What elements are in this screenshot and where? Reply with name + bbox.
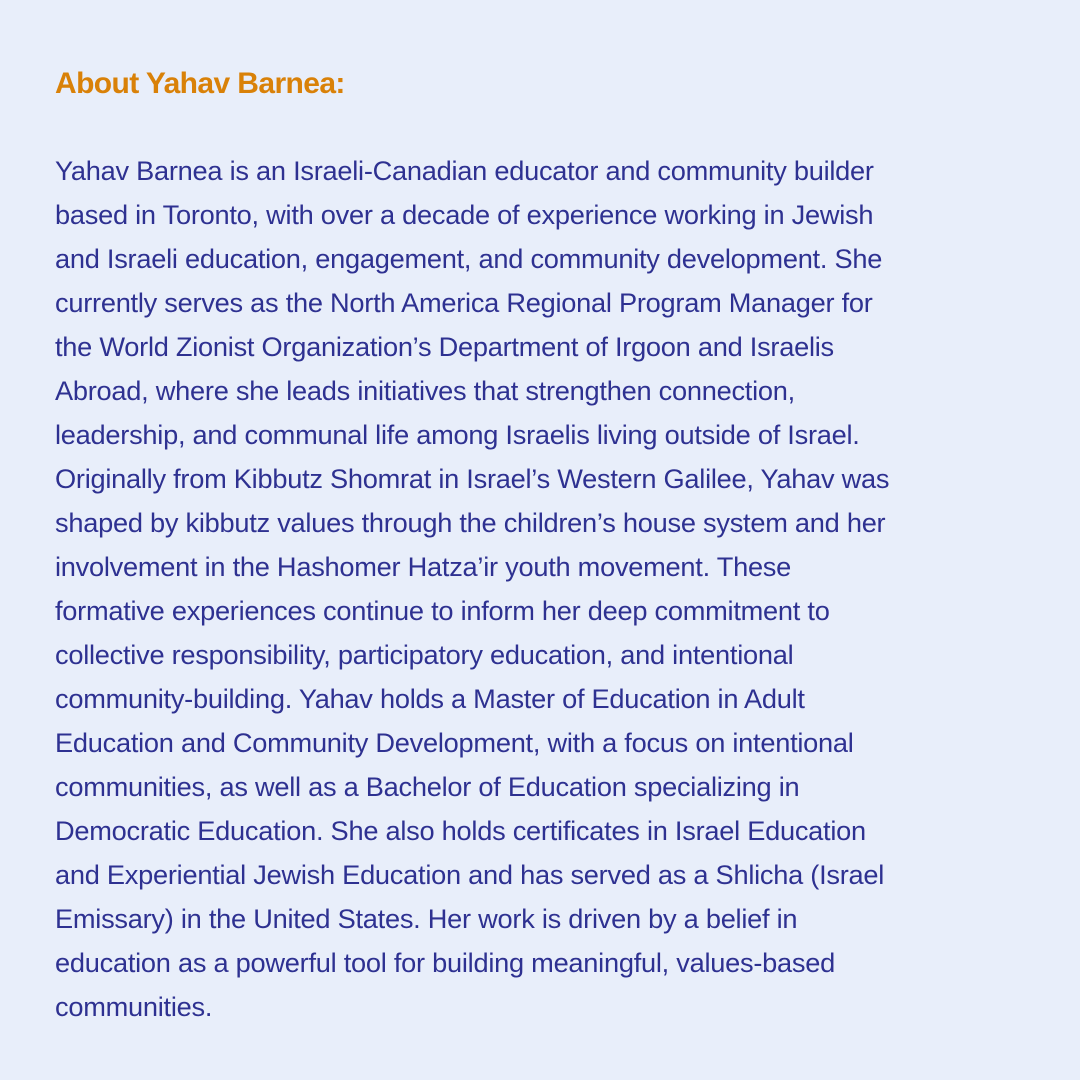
bio-line: Yahav Barnea is an Israeli-Canadian educator and community builder (55, 155, 874, 186)
bio-line: collective responsibility, participatory education, and intentional (55, 639, 794, 670)
bio-line: Originally from Kibbutz Shomrat in Israel’s Western Galilee, Yahav was (55, 463, 890, 494)
bio-line: formative experiences continue to inform her deep commitment to (55, 595, 830, 626)
bio-line: education as a powerful tool for building meaningful, values-based (55, 947, 835, 978)
bio-line: and Israeli education, engagement, and community development. She (55, 243, 883, 274)
bio-line: currently serves as the North America Regional Program Manager for (55, 287, 873, 318)
bio-line: the World Zionist Organization’s Department of Irgoon and Israelis (55, 331, 834, 362)
bio-heading: About Yahav Barnea: (55, 67, 345, 100)
bio-line: Education and Community Development, with a focus on intentional (55, 727, 854, 758)
bio-line: Emissary) in the United States. Her work is driven by a belief in (55, 903, 798, 934)
bio-line: Abroad, where she leads initiatives that strengthen connection, (55, 375, 795, 406)
bio-line: and Experiential Jewish Education and has served as a Shlicha (Israel (55, 859, 885, 890)
bio-line: communities. (55, 991, 213, 1022)
bio-line: Democratic Education. She also holds certificates in Israel Education (55, 815, 866, 846)
bio-line: shaped by kibbutz values through the children’s house system and her (55, 507, 886, 538)
bio-line: communities, as well as a Bachelor of Education specializing in (55, 771, 800, 802)
bio-line: involvement in the Hashomer Hatza’ir youth movement. These (55, 551, 792, 582)
bio-line: community-building. Yahav holds a Master of Education in Adult (55, 683, 805, 714)
bio-line: leadership, and communal life among Israelis living outside of Israel. (55, 419, 860, 450)
bio-text (55, 149, 1024, 1029)
bio-line: based in Toronto, with over a decade of experience working in Jewish (55, 199, 874, 230)
